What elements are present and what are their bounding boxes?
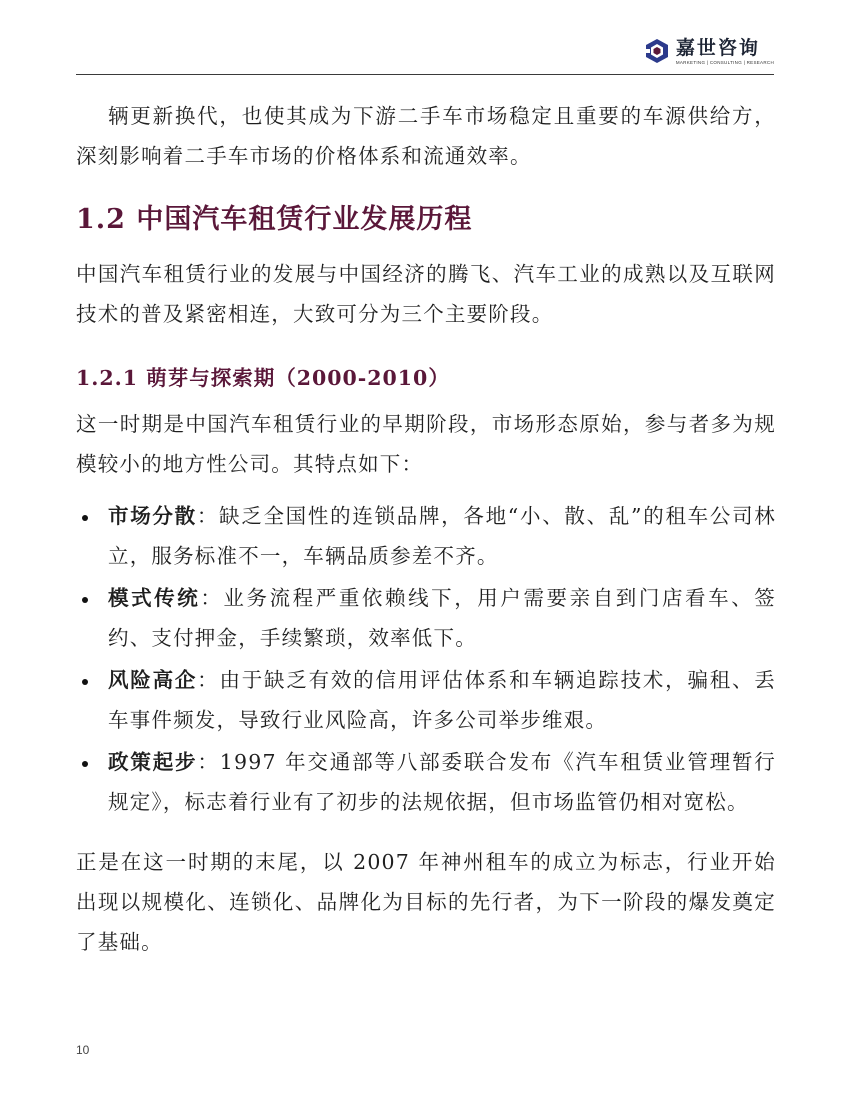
bullet-text: ：由于缺乏有效的信用评估体系和车辆追踪技术，骗租、丢车事件频发，导致行业风险高，许多公司举步维艰。 — [108, 668, 776, 732]
bullet-icon — [82, 761, 88, 767]
section-intro: 中国汽车租赁行业的发展与中国经济的腾飞、汽车工业的成熟以及互联网技术的普及紧密相连，大致可分为三个主要阶段。 — [76, 262, 776, 326]
bullet-text: ：业务流程严重依赖线下，用户需要亲自到门店看车、签约、支付押金，手续繁琐，效率低下。 — [108, 586, 776, 650]
bullet-icon — [82, 679, 88, 685]
subsection-intro: 这一时期是中国汽车租赁行业的早期阶段，市场形态原始，参与者多为规模较小的地方性公司。其特点如下： — [76, 412, 776, 476]
list-item — [76, 742, 776, 822]
page-number: 10 — [76, 1043, 90, 1057]
intro-continuation: 辆更新换代，也使其成为下游二手车市场稳定且重要的车源供给方，深刻影响着二手车市场的价格体系和流通效率。 — [76, 104, 776, 168]
bullet-text: ：缺乏全国性的连锁品牌，各地“小、散、乱”的租车公司林立，服务标准不一，车辆品质参差不齐。 — [108, 504, 776, 568]
company-logo — [644, 34, 774, 68]
list-item — [76, 496, 776, 576]
bullet-term: 政策起步 — [108, 750, 198, 774]
subsection-title: 1.2.1 萌芽与探索期（2000-2010） — [76, 366, 450, 390]
bullet-term: 风险高企 — [108, 668, 198, 692]
logo-name: 嘉世咨询 — [675, 36, 760, 59]
list-item — [76, 578, 776, 658]
bullet-term: 模式传统 — [108, 586, 201, 610]
bullet-icon — [82, 597, 88, 603]
page-header — [76, 28, 774, 75]
logo-tagline: MARKETING | CONSULTING | RESEARCH — [675, 59, 774, 65]
bullet-term: 市场分散 — [108, 504, 197, 528]
feature-list — [76, 496, 776, 824]
bullet-text: ：1997 年交通部等八部委联合发布《汽车租赁业管理暂行规定》，标志着行业有了初步的法规依据，但市场监管仍相对宽松。 — [108, 750, 776, 814]
list-item — [76, 660, 776, 740]
section-title: 1.2 中国汽车租赁行业发展历程 — [76, 204, 473, 235]
logo-mark-icon — [644, 38, 670, 64]
closing-paragraph: 正是在这一时期的末尾，以 2007 年神州租车的成立为标志，行业开始出现以规模化、连锁化、品牌化为目标的先行者，为下一阶段的爆发奠定了基础。 — [76, 850, 776, 954]
bullet-icon — [82, 515, 88, 521]
